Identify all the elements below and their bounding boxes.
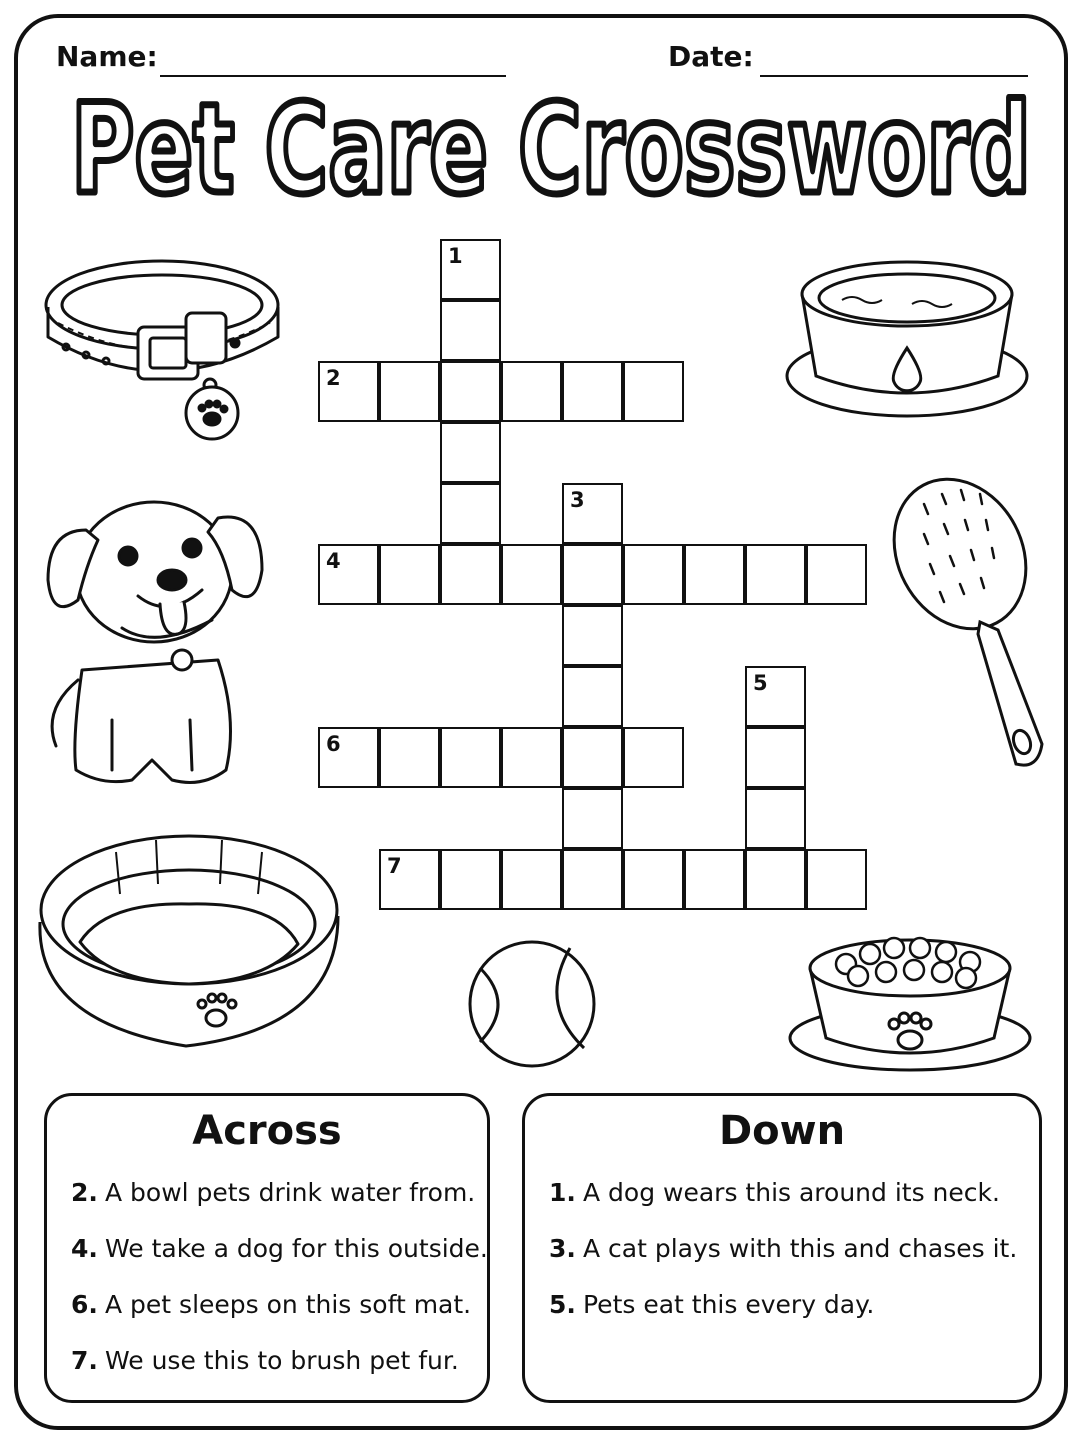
brush-icon (888, 474, 1050, 774)
crossword-cell[interactable] (745, 849, 806, 910)
across-clue (71, 1178, 488, 1234)
clue-number: 5. (549, 1290, 576, 1319)
clue-number-label: 1 (448, 244, 463, 268)
name-line[interactable] (160, 75, 506, 77)
clue-number: 7. (71, 1346, 98, 1375)
food-bowl-icon (786, 928, 1034, 1074)
crossword-cell[interactable] (440, 361, 501, 422)
crossword-cell[interactable] (440, 727, 501, 788)
across-title: Across (192, 1108, 342, 1154)
crossword-cell[interactable] (440, 544, 501, 605)
crossword-cell[interactable] (318, 361, 379, 422)
clue-number-label: 6 (326, 732, 341, 756)
crossword-cell[interactable] (623, 849, 684, 910)
dog-icon (42, 470, 266, 792)
clue-number-label: 4 (326, 549, 341, 573)
down-clue (549, 1178, 1017, 1234)
date-label: Date: (668, 40, 754, 73)
crossword-cell[interactable] (562, 483, 623, 544)
crossword-cell[interactable] (440, 483, 501, 544)
crossword-cell[interactable] (379, 849, 440, 910)
name-label: Name: (56, 40, 158, 73)
crossword-cell[interactable] (562, 361, 623, 422)
ball-icon (466, 938, 598, 1070)
crossword-cell[interactable] (379, 361, 440, 422)
clue-text: Pets eat this every day. (583, 1290, 875, 1319)
crossword-cell[interactable] (501, 361, 562, 422)
clue-number: 6. (71, 1290, 98, 1319)
crossword-cell[interactable] (623, 544, 684, 605)
down-title: Down (718, 1108, 846, 1154)
crossword-cell[interactable] (745, 788, 806, 849)
clue-text: A pet sleeps on this soft mat. (105, 1290, 472, 1319)
clue-text: We use this to brush pet fur. (105, 1346, 459, 1375)
down-clues-box (522, 1093, 1042, 1403)
crossword-cell[interactable] (562, 727, 623, 788)
across-clue (71, 1290, 488, 1346)
crossword-cell[interactable] (501, 727, 562, 788)
down-clue (549, 1290, 1017, 1346)
crossword-cell[interactable] (684, 544, 745, 605)
clue-number: 2. (71, 1178, 98, 1207)
crossword-cell[interactable] (562, 788, 623, 849)
crossword-cell[interactable] (684, 849, 745, 910)
page-title-text: Pet Care Crossword (71, 82, 1031, 222)
crossword-cell[interactable] (440, 300, 501, 361)
pet-bed-icon (36, 832, 342, 1052)
crossword-cell[interactable] (318, 544, 379, 605)
crossword-cell[interactable] (562, 849, 623, 910)
crossword-cell[interactable] (379, 727, 440, 788)
clue-text: We take a dog for this outside. (105, 1234, 488, 1263)
across-clue (71, 1234, 488, 1290)
crossword-cell[interactable] (623, 727, 684, 788)
across-clue-list (71, 1178, 488, 1402)
crossword-cell[interactable] (501, 544, 562, 605)
crossword-cell[interactable] (745, 666, 806, 727)
water-bowl-icon (782, 258, 1032, 426)
crossword-cell[interactable] (623, 361, 684, 422)
down-clue (549, 1234, 1017, 1290)
crossword-cell[interactable] (440, 239, 501, 300)
clue-number: 1. (549, 1178, 576, 1207)
collar-icon (40, 245, 288, 445)
date-line[interactable] (760, 75, 1028, 77)
clue-number: 4. (71, 1234, 98, 1263)
crossword-cell[interactable] (379, 544, 440, 605)
across-clues-box (44, 1093, 490, 1403)
down-clue-list (549, 1178, 1017, 1346)
crossword-cell[interactable] (806, 544, 867, 605)
clue-number-label: 3 (570, 488, 585, 512)
clue-number-label: 2 (326, 366, 341, 390)
crossword-cell[interactable] (562, 605, 623, 666)
crossword-cell[interactable] (562, 666, 623, 727)
crossword-cell[interactable] (562, 544, 623, 605)
crossword-cell[interactable] (745, 544, 806, 605)
clue-text: A bowl pets drink water from. (105, 1178, 476, 1207)
crossword-cell[interactable] (440, 422, 501, 483)
across-clue (71, 1346, 488, 1402)
clue-number-label: 5 (753, 671, 768, 695)
crossword-cell[interactable] (806, 849, 867, 910)
crossword-cell[interactable] (318, 727, 379, 788)
page-title (0, 82, 1086, 232)
crossword-cell[interactable] (440, 849, 501, 910)
crossword-cell[interactable] (745, 727, 806, 788)
clue-number: 3. (549, 1234, 576, 1263)
clue-text: A dog wears this around its neck. (583, 1178, 1000, 1207)
clue-number-label: 7 (387, 854, 402, 878)
crossword-cell[interactable] (501, 849, 562, 910)
clue-text: A cat plays with this and chases it. (583, 1234, 1018, 1263)
